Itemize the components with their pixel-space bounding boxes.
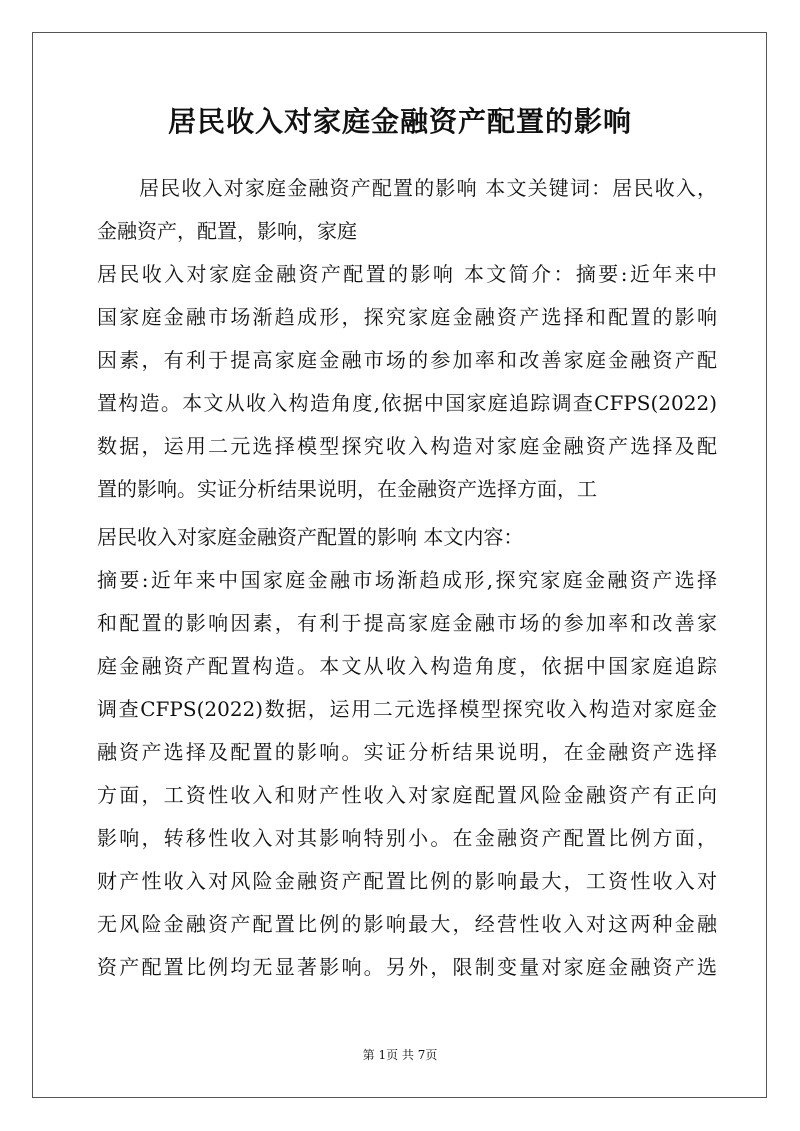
content-line: 资产配置比例均无显著影响。另外，限制变量对家庭金融资产选 — [97, 955, 717, 979]
document-body — [97, 167, 717, 989]
content-line: 庭金融资产配置构造。本文从收入构造角度，依据中国家庭追踪 — [97, 654, 717, 678]
content-heading: 居民收入对家庭金融资产配置的影响 本文内容： — [97, 525, 524, 549]
summary-line: 居民收入对家庭金融资产配置的影响 本文简介：摘要:近年来中 — [97, 262, 717, 286]
summary-line: 置的影响。实证分析结果说明，在金融资产选择方面，工 — [97, 477, 597, 501]
page-number: 第 1页 共 7页 — [362, 1048, 438, 1062]
keywords-line: 居民收入对家庭金融资产配置的影响 本文关键词：居民收入， — [139, 176, 717, 200]
summary-line: 国家庭金融市场渐趋成形，探究家庭金融资产选择和配置的影响 — [97, 305, 717, 329]
content-line: 财产性收入对风险金融资产配置比例的影响最大，工资性收入对 — [97, 869, 717, 893]
content-line: 调查CFPS(2022)数据，运用二元选择模型探究收入构造对家庭金 — [97, 697, 717, 721]
content-line: 方面，工资性收入和财产性收入对家庭配置风险金融资产有正向 — [97, 783, 717, 807]
summary-line: 数据，运用二元选择模型探究收入构造对家庭金融资产选择及配 — [97, 434, 717, 458]
content-line: 摘要:近年来中国家庭金融市场渐趋成形,探究家庭金融资产选择 — [97, 568, 717, 592]
content-line: 无风险金融资产配置比例的影响最大，经营性收入对这两种金融 — [97, 912, 717, 936]
document-title: 居民收入对家庭金融资产配置的影响 — [167, 105, 632, 138]
content-line: 和配置的影响因素，有利于提高家庭金融市场的参加率和改善家 — [97, 611, 717, 635]
keywords-line: 金融资产，配置，影响，家庭 — [97, 219, 357, 243]
content-line: 融资产选择及配置的影响。实证分析结果说明，在金融资产选择 — [97, 740, 717, 764]
summary-line: 置构造。本文从收入构造角度,依据中国家庭追踪调查CFPS(2022) — [97, 391, 717, 415]
summary-line: 因素，有利于提高家庭金融市场的参加率和改善家庭金融资产配 — [97, 348, 717, 372]
content-line: 影响，转移性收入对其影响特别小。在金融资产配置比例方面， — [97, 826, 717, 850]
